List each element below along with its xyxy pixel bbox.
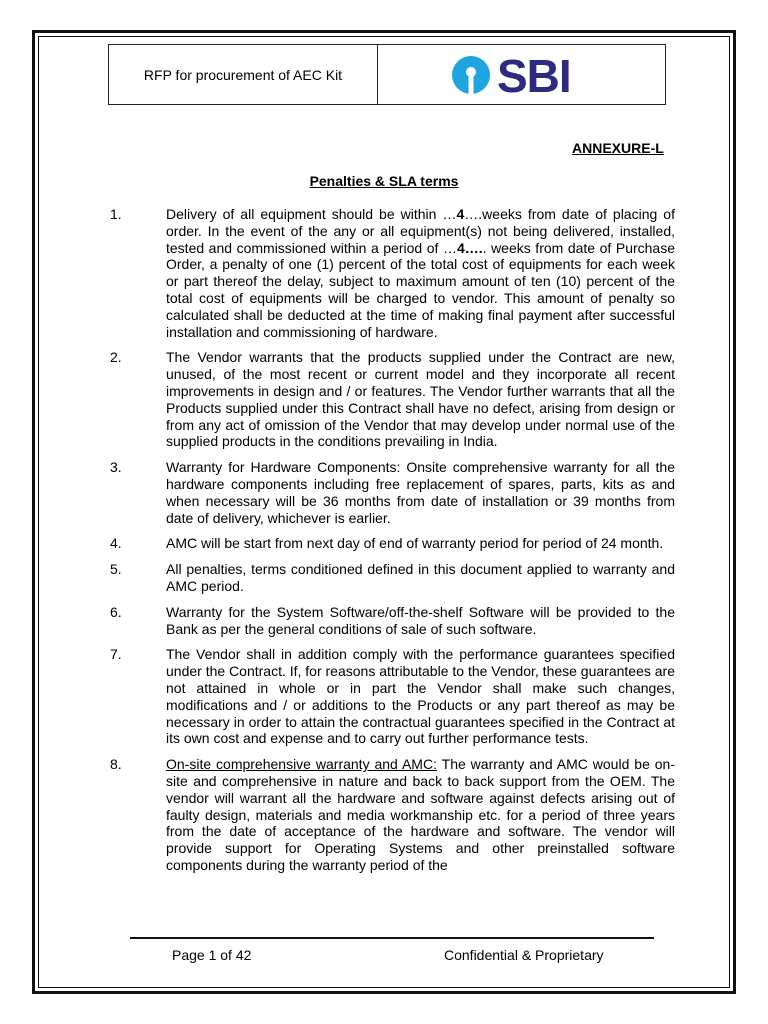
term-text: [166, 535, 675, 552]
term-text: [166, 349, 675, 450]
term-item: [110, 535, 675, 552]
term-item: [110, 646, 675, 747]
term-item: [110, 561, 675, 595]
term-item: [110, 604, 675, 638]
term-number: 4.: [110, 535, 122, 552]
term-text-run: Warranty for Hardware Components: Onsite comprehensive warranty for all the hardware components including free replacement of spares, parts, kits as and when necessary will be 36 months from date of installation or 39 months from date of delivery, whichever is earlier.: [166, 459, 675, 526]
term-text-run: 4: [456, 206, 465, 222]
term-item: [110, 206, 675, 340]
term-text: [166, 604, 675, 638]
header-title: RFP for procurement of AEC Kit: [109, 45, 378, 104]
term-item: [110, 459, 675, 526]
term-text-run: ….weeks from date of placing of order. In the event of the any or all equipment(s) not being delivered, installed, tested and commissioned within a period of …: [166, 206, 675, 256]
term-text-run: On-site comprehensive warranty and AMC:: [166, 756, 437, 773]
header-spacer: [378, 45, 444, 104]
term-text: [166, 206, 675, 340]
term-number: 7.: [110, 646, 122, 663]
confidentiality-note: Confidential & Proprietary: [444, 947, 604, 963]
term-text: [166, 646, 675, 747]
term-text-run: All penalties, terms conditioned defined in this document applied to warranty and AMC period.: [166, 561, 675, 594]
page-number: Page 1 of 42: [172, 947, 252, 963]
term-text-run: The Vendor warrants that the products supplied under the Contract are new, unused, of the most recent or current model and they incorporate all recent improvements in design and / or features. The Vendor further warrants that all the Products supplied under this Contract shall have no defect, arising from design or from any act of omission of the Vendor that may develop under normal use of the supplied products in the conditions prevailing in India.: [166, 349, 675, 450]
svg-text:SBI: SBI: [497, 50, 571, 99]
term-text-run: AMC will be start from next day of end of warranty period for period of 24 month.: [166, 535, 664, 552]
term-text-run: Warranty for the System Software/off-the-shelf Software will be provided to the Bank as per the general conditions of sale of such software.: [166, 603, 675, 637]
term-text: [166, 561, 675, 595]
terms-list: [110, 206, 675, 883]
term-number: 8.: [110, 756, 122, 773]
term-text: [166, 756, 675, 874]
term-text-run: The warranty and AMC would be on-site and comprehensive in nature and back to back support from the OEM. The vendor will warrant all the hardware and software against defects arising out of faulty design, materials and media workmanship etc. for a period of three years from the date of acceptance of the hardware and software. The vendor will provide support for Operating Systems and other preinstalled software components during the warranty period of the: [166, 756, 675, 873]
term-text-run: 4….: [456, 239, 483, 256]
term-number: 6.: [110, 603, 122, 620]
section-heading: Penalties & SLA terms: [309, 173, 459, 189]
term-item: [110, 756, 675, 874]
term-number: 1.: [110, 206, 122, 222]
annexure-label: ANNEXURE-L: [572, 140, 664, 156]
term-text: [166, 459, 675, 526]
term-number: 2.: [110, 349, 122, 366]
term-text-run: The Vendor shall in addition comply with the performance guarantees specified under the Contract. If, for reasons attributable to the Vendor, these guarantees are not attained in whole or in part the Vendor shall make such changes, modifications and / or additions to the Products or any part thereof as may be necessary in order to attain the contractual guarantees specified in the Contract at its own cost and expense and to carry out further performance tests.: [166, 646, 675, 747]
term-number: 5.: [110, 561, 122, 578]
term-item: [110, 349, 675, 450]
document-header: [108, 44, 666, 105]
sbi-logo: [444, 45, 665, 104]
sbi-logo-icon: [449, 51, 589, 99]
footer-divider: [130, 937, 654, 939]
term-text-run: . weeks from date of Purchase Order, a penalty of one (1) percent of the total cost of equipments for each week or part thereof the delay, subject to maximum amount of ten (10) percent of the total cost of equipments will be charged to vendor. This amount of penalty so calculated shall be deducted at the time of making final payment after successful installation and commissioning of hardware.: [166, 239, 675, 340]
term-text-run: Delivery of all equipment should be within …: [166, 206, 457, 222]
term-number: 3.: [110, 459, 122, 476]
